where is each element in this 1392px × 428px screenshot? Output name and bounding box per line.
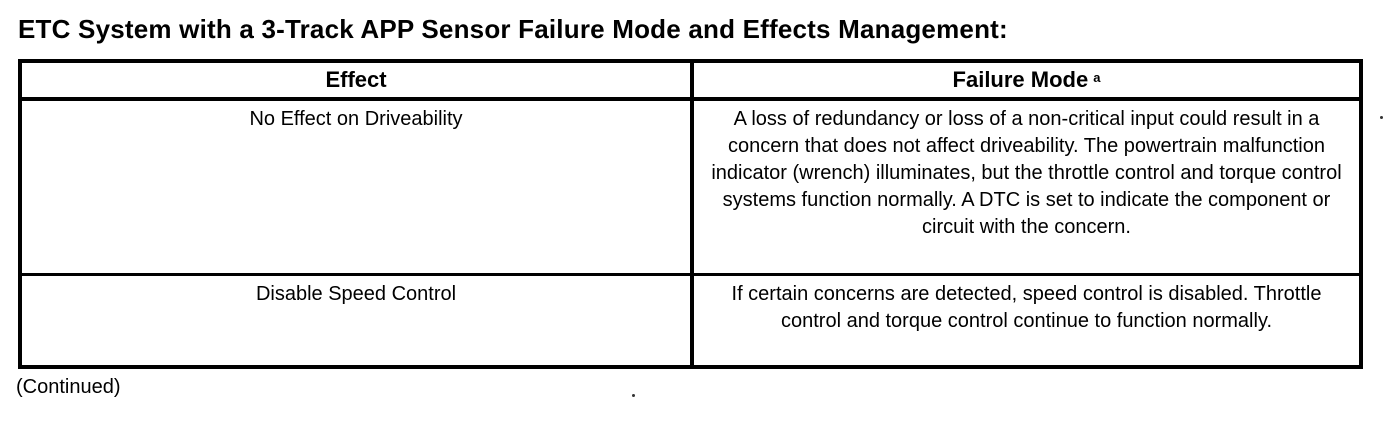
table-header-row xyxy=(22,63,1359,101)
continued-label: (Continued) xyxy=(16,375,121,398)
effect-cell-no-effect: No Effect on Driveability xyxy=(249,107,463,130)
effect-cell-disable-speed-control: Disable Speed Control xyxy=(255,282,457,305)
scan-artifact-speck xyxy=(1380,116,1383,119)
column-header-failure-mode xyxy=(690,63,1359,97)
failure-mode-effects-table xyxy=(18,59,1363,369)
failure-mode-cell-no-effect: A loss of redundancy or loss of a non-critical input could result in a concern that does not affect driveability. The powertrain malfunction indicator (wrench) illuminates, but the throttle control and torque control systems function normally. A DTC is set to indicate the component or circuit with the concern. xyxy=(690,101,1359,273)
footnote-marker: a xyxy=(1093,70,1101,86)
column-header-failure-mode-label: Failure Mode xyxy=(952,66,1089,92)
page-title: ETC System with a 3-Track APP Sensor Failure Mode and Effects Management: xyxy=(18,14,1008,44)
table-row xyxy=(22,273,1359,365)
failure-mode-cell-disable-speed-control: If certain concerns are detected, speed control is disabled. Throttle control and torque control continue to function normally. xyxy=(690,276,1359,365)
column-header-effect-label: Effect xyxy=(325,66,387,92)
scan-artifact-speck xyxy=(632,394,635,397)
column-header-effect xyxy=(22,63,690,97)
table-row xyxy=(22,101,1359,273)
